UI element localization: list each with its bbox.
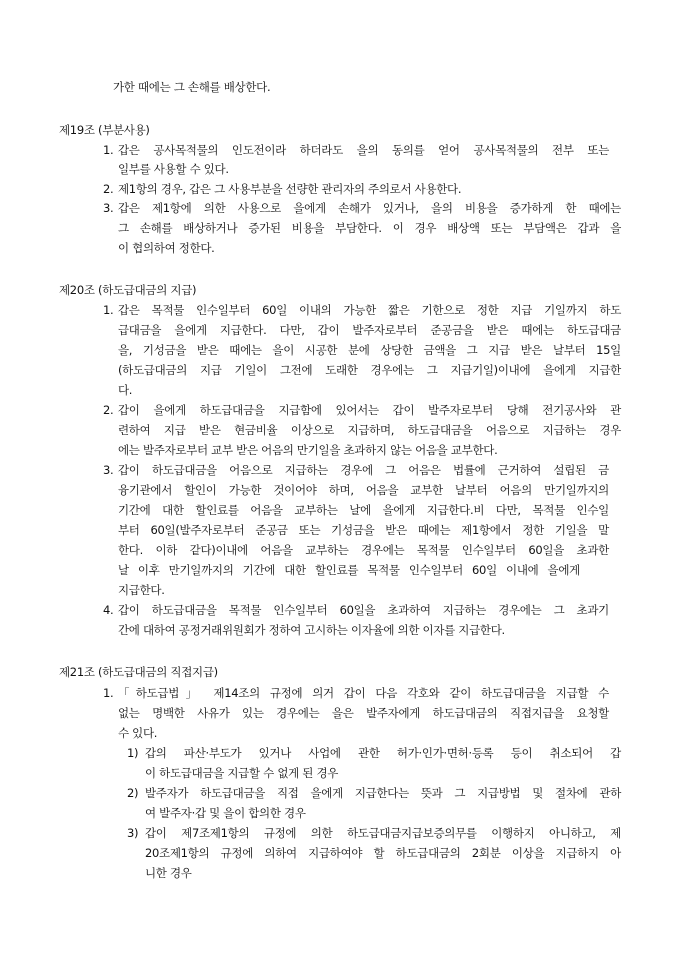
- article-heading: 제21조 (하도급대금의 직접지급): [59, 665, 218, 679]
- subitem-text-line: 여 발주자·갑 및 을이 합의한 경우: [145, 806, 306, 820]
- continuation-line: 가한 때에는 그 손해를 배상한다.: [113, 80, 271, 94]
- item-text-line: 다.: [118, 383, 133, 397]
- article-heading: 제20조 (하도급대금의 지급): [59, 283, 197, 297]
- item-text-line: 지급한다.: [118, 583, 165, 597]
- item-text-line: 없는 명백한 사유가 있는 경우에는 을은 발주자에게 하도급대금의 직접지급을 요청할: [118, 706, 609, 720]
- item-text-line: 갑이 하도급대금을 목적물 인수일부터 60일을 초과하여 지급하는 경우에는 그 초과기: [118, 603, 609, 617]
- item-text-line: 을, 기성금을 받은 때에는 을이 시공한 분에 상당한 금액을 그 지급 받은 날부터 15일: [118, 343, 621, 357]
- item-text-line: 일부를 사용할 수 있다.: [118, 162, 229, 176]
- item-text-line: 련하여 지급 받은 현금비율 이상으로 지급하며, 하도급대금을 어음으로 지급하는 경우: [118, 423, 621, 437]
- item-text-line: 부터 60일(발주자로부터 준공금 또는 기성금을 받은 때에는 제1항에서 정한 기일을 말: [118, 523, 609, 537]
- article-heading: 제19조 (부분사용): [59, 123, 150, 137]
- subitem-text-line: 갑이 제7조제1항의 규정에 의한 하도급대금지급보증의무를 이행하지 아니하고, 제: [145, 826, 621, 840]
- item-text-line: 갑이 을에게 하도급대금을 지급함에 있어서는 갑이 발주자로부터 당해 전기공사와 관: [118, 403, 621, 417]
- subitem-text-line: 발주자가 하도급대금을 직접 을에게 지급한다는 뜻과 그 지급방법 및 절차에 관하: [145, 786, 621, 800]
- item-text-line: 날 이후 만기일까지의 기간에 대한 할인료를 목적물 인수일부터 60일 이내에 을에게: [118, 563, 580, 577]
- item-text-line: 갑이 하도급대금을 어음으로 지급하는 경우에 그 어음은 법률에 근거하여 설립된 금: [118, 463, 609, 477]
- item-text-line: 기간에 대한 할인료를 어음을 교부하는 날에 을에게 지급한다.비 다만, 목적물 인수일: [118, 503, 609, 517]
- item-text-line: 융기관에서 할인이 가능한 것이어야 하며, 어음을 교부한 날부터 어음의 만기일까지의: [118, 483, 609, 497]
- item-text-line: 갑은 목적물 인수일부터 60일 이내의 가능한 짧은 기한으로 정한 지급 기일까지 하도: [118, 303, 621, 317]
- item-text-line: 간에 대하여 공정거래위원회가 정하여 고시하는 이자율에 의한 이자를 지급한다.: [118, 623, 505, 637]
- subitem-number: 2): [127, 786, 139, 800]
- item-text-line: 한다. 이하 같다)이내에 어음을 교부하는 경우에는 목적물 인수일부터 60일을 초과한: [118, 543, 609, 557]
- subitem-text-line: 20조제1항의 규정에 의하여 지급하여야 할 하도급대금의 2회분 이상을 지급하지 아: [145, 846, 621, 860]
- item-text-line: 갑은 제1항에 의한 사용으로 을에게 손해가 있거나, 을의 비용을 증가하게 한 때에는: [118, 201, 621, 215]
- subitem-number: 3): [127, 826, 139, 840]
- item-number: 1.: [103, 143, 114, 157]
- item-text-line: (하도급대금의 지급 기일이 그전에 도래한 경우에는 그 지급기일)이내에 을에게 지급한: [118, 363, 621, 377]
- item-number: 2.: [103, 182, 114, 196]
- item-number: 4.: [103, 603, 114, 617]
- item-text-line: 급대금을 을에게 지급한다. 다만, 갑이 발주자로부터 준공금을 받은 때에는 하도급대금: [118, 323, 621, 337]
- item-text-line: 그 손해를 배상하거나 증가된 비용을 부담한다. 이 경우 배상액 또는 부담액은 갑과 을: [118, 221, 621, 235]
- item-text-line: 에는 발주자로부터 교부 받은 어음의 만기일을 초과하지 않는 어음을 교부한다.: [118, 443, 498, 457]
- item-text-line: 이 협의하여 정한다.: [118, 241, 215, 255]
- subitem-text-line: 이 하도급대금을 지급할 수 없게 된 경우: [145, 766, 339, 780]
- subitem-text-line: 니한 경우: [145, 866, 192, 880]
- item-text-line: 갑은 공사목적물의 인도전이라 하더라도 을의 동의를 얻어 공사목적물의 전부 또는: [118, 143, 609, 157]
- item-number: 2.: [103, 403, 114, 417]
- item-number: 3.: [103, 463, 114, 477]
- item-number: 3.: [103, 201, 114, 215]
- item-number: 1.: [103, 686, 114, 700]
- subitem-text-line: 갑의 파산·부도가 있거나 사업에 관한 허가·인가·면허·등록 등이 취소되어 갑: [145, 746, 621, 760]
- item-text-line: 「하도급법」 제14조의 규정에 의거 갑이 다음 각호와 같이 하도급대금을 지급할 수: [118, 686, 609, 700]
- item-number: 1.: [103, 303, 114, 317]
- item-text-line: 제1항의 경우, 갑은 그 사용부분을 선량한 관리자의 주의로서 사용한다.: [118, 182, 462, 196]
- item-text-line: 수 있다.: [118, 726, 158, 740]
- subitem-number: 1): [127, 746, 139, 760]
